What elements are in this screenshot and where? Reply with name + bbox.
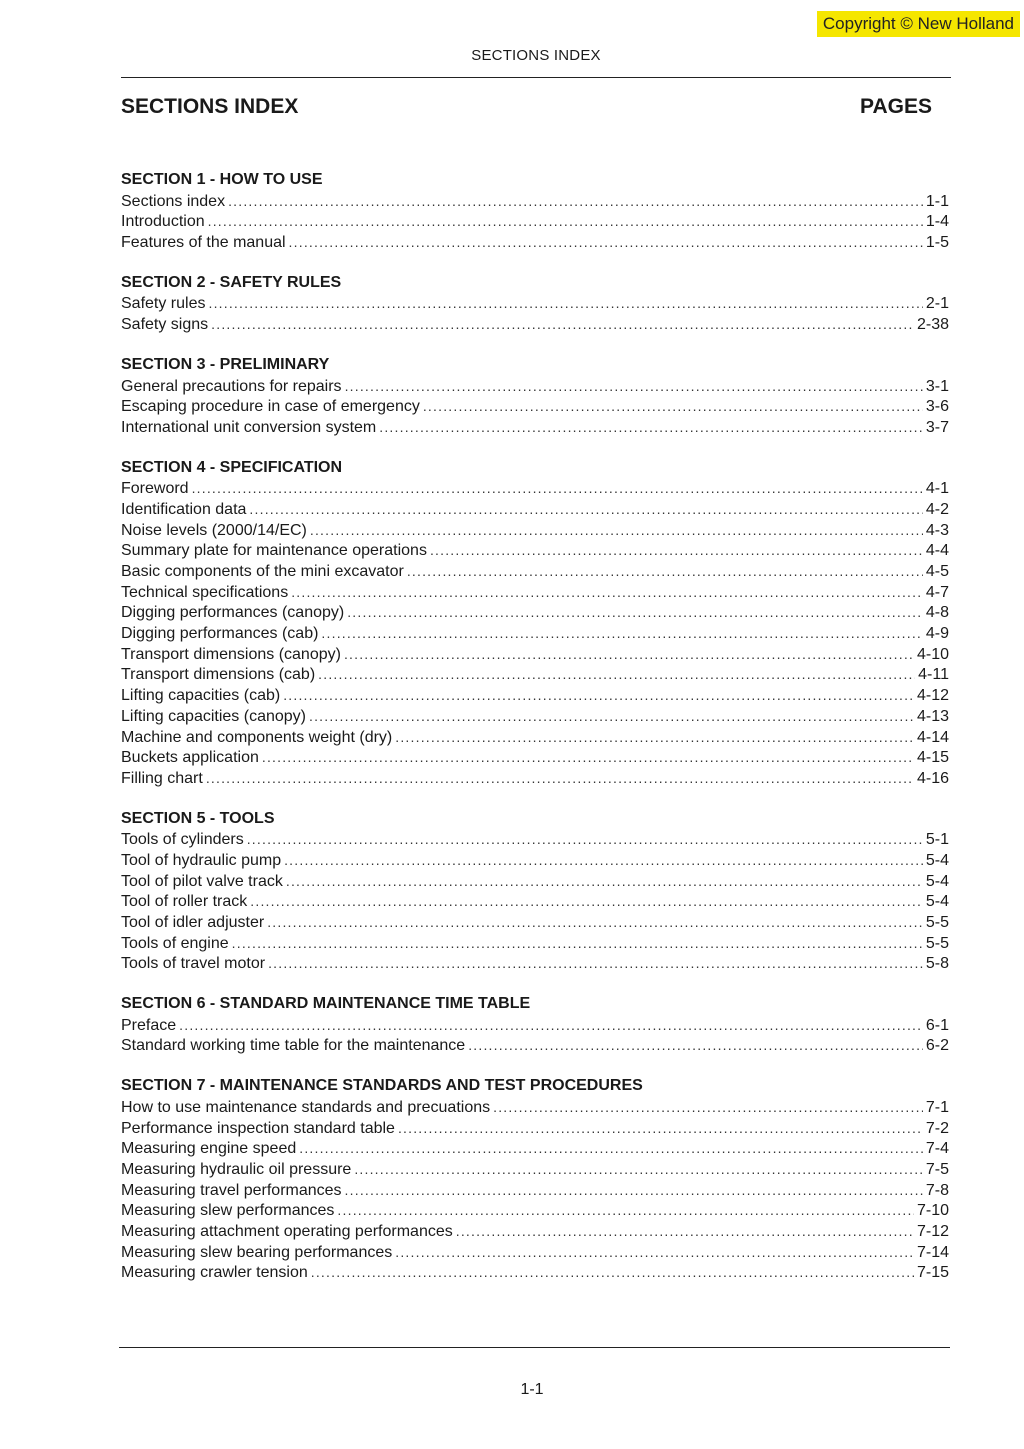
dot-leader — [179, 1015, 923, 1036]
section-heading: SECTION 5 - TOOLS — [121, 809, 275, 827]
toc-entry — [121, 891, 949, 912]
toc-entry — [121, 1262, 949, 1283]
toc-entry — [121, 602, 949, 623]
dot-leader — [309, 706, 914, 727]
toc-entry-page: 3-7 — [925, 418, 949, 436]
toc-entry-label: Preface — [121, 1016, 177, 1034]
table-of-contents — [121, 170, 949, 1303]
dot-leader — [337, 1200, 914, 1221]
toc-entry-page: 3-1 — [925, 377, 949, 395]
toc-entry-label: Filling chart — [121, 769, 203, 787]
copyright-badge: Copyright © New Holland — [817, 11, 1020, 37]
toc-entry-page: 4-12 — [916, 687, 949, 705]
toc-entry — [121, 768, 949, 789]
index-title: SECTIONS INDEX — [121, 95, 299, 118]
toc-entry — [121, 1035, 949, 1056]
toc-entry-page: 3-6 — [925, 398, 949, 416]
toc-entry-label: Safety rules — [121, 295, 206, 313]
dot-leader — [208, 211, 923, 232]
toc-entry-page: 6-2 — [925, 1037, 949, 1055]
toc-entry — [121, 1159, 949, 1180]
toc-entry-page: 7-14 — [916, 1243, 949, 1261]
toc-entry-label: Tool of roller track — [121, 893, 248, 911]
toc-entry-page: 4-11 — [918, 666, 949, 684]
toc-entry-page: 4-10 — [916, 645, 949, 663]
toc-entry-label: Measuring crawler tension — [121, 1264, 308, 1282]
toc-entry-page: 5-4 — [925, 893, 949, 911]
dot-leader — [344, 644, 914, 665]
toc-entry-label: Tool of idler adjuster — [121, 914, 265, 931]
toc-entry-page: 5-4 — [925, 851, 949, 869]
toc-entry-label: Measuring engine speed — [121, 1140, 297, 1158]
toc-entry — [121, 747, 949, 768]
toc-entry — [121, 953, 949, 974]
dot-leader — [267, 912, 923, 933]
toc-entry — [121, 314, 949, 335]
dot-leader — [286, 871, 923, 892]
toc-section — [121, 1076, 949, 1283]
dot-leader — [398, 1118, 923, 1139]
toc-entry — [121, 520, 949, 541]
toc-entry-page: 7-15 — [916, 1264, 949, 1282]
dot-leader — [250, 891, 923, 912]
toc-entry-page: 7-4 — [925, 1140, 949, 1158]
toc-entry — [121, 623, 949, 644]
toc-entry — [121, 396, 949, 417]
toc-section — [121, 355, 949, 438]
dot-leader — [289, 232, 923, 253]
toc-entry-label: Digging performances (canopy) — [121, 604, 345, 622]
toc-entry-label: Tools of cylinders — [121, 831, 244, 849]
toc-entry-label: How to use maintenance standards and precuations — [121, 1098, 491, 1116]
toc-entry-label: Performance inspection standard table — [121, 1119, 395, 1137]
toc-entry — [121, 1118, 949, 1139]
section-heading: SECTION 7 - MAINTENANCE STANDARDS AND TEST PROCEDURES — [121, 1077, 643, 1095]
toc-entry — [121, 850, 949, 871]
toc-entry — [121, 727, 949, 748]
toc-entry-label: Escaping procedure in case of emergency — [121, 398, 420, 416]
toc-entry-page: 4-7 — [925, 583, 949, 601]
toc-entry — [121, 871, 949, 892]
toc-entry-label: Measuring hydraulic oil pressure — [121, 1160, 352, 1178]
toc-entry-page: 4-4 — [925, 542, 949, 560]
toc-entry — [121, 540, 949, 561]
dot-leader — [208, 293, 922, 314]
toc-entry — [121, 912, 949, 933]
toc-entry — [121, 664, 949, 685]
toc-section — [121, 994, 949, 1056]
toc-entry-label: Measuring slew performances — [121, 1202, 335, 1220]
toc-entry-label: Basic components of the mini excavator — [121, 563, 404, 580]
toc-entry-label: Machine and components weight (dry) — [121, 728, 393, 746]
toc-entry-page: 4-16 — [916, 769, 949, 787]
toc-entry-label: Sections index — [121, 192, 226, 210]
toc-entry-page: 5-5 — [925, 934, 949, 952]
header-rule — [121, 77, 951, 78]
dot-leader — [247, 829, 923, 850]
toc-entry-label: Lifting capacities (cab) — [121, 687, 281, 705]
toc-entry-page: 4-13 — [916, 707, 949, 725]
toc-section — [121, 170, 949, 253]
toc-entry — [121, 211, 949, 232]
toc-entry-page: 4-5 — [925, 563, 949, 580]
toc-section — [121, 273, 949, 335]
dot-leader — [347, 602, 923, 623]
toc-entry-label: Measuring slew bearing performances — [121, 1243, 393, 1261]
toc-entry — [121, 1180, 949, 1201]
toc-entry — [121, 933, 949, 954]
toc-entry — [121, 1242, 949, 1263]
toc-entry-page: 2-1 — [925, 295, 949, 313]
dot-leader — [395, 727, 914, 748]
toc-entry-label: Identification data — [121, 500, 247, 518]
toc-entry-page: 5-4 — [925, 872, 949, 890]
toc-entry-label: Introduction — [121, 213, 205, 231]
pages-column-title: PAGES — [860, 95, 932, 118]
toc-entry — [121, 376, 949, 397]
dot-leader — [354, 1159, 923, 1180]
toc-entry — [121, 1097, 949, 1118]
toc-entry-page: 7-10 — [916, 1202, 949, 1220]
dot-leader — [468, 1035, 923, 1056]
toc-entry-label: Transport dimensions (canopy) — [121, 645, 341, 663]
dot-leader — [345, 376, 923, 397]
toc-entry-label: Lifting capacities (canopy) — [121, 707, 306, 725]
toc-entry — [121, 1138, 949, 1159]
section-heading: SECTION 1 - HOW TO USE — [121, 171, 323, 188]
toc-entry — [121, 478, 949, 499]
toc-entry-page: 7-2 — [925, 1119, 949, 1137]
dot-leader — [262, 747, 914, 768]
toc-entry — [121, 1200, 949, 1221]
toc-entry-page: 4-15 — [916, 749, 949, 767]
toc-entry-page: 2-38 — [916, 316, 949, 334]
toc-entry-label: Buckets application — [121, 749, 259, 767]
toc-entry-label: Noise levels (2000/14/EC) — [121, 521, 307, 539]
page-number: 1-1 — [520, 1381, 544, 1398]
toc-entry-page: 5-1 — [925, 831, 949, 849]
running-header: SECTIONS INDEX — [471, 47, 601, 64]
toc-entry-label: Summary plate for maintenance operations — [121, 542, 427, 560]
toc-entry-label: Measuring travel performances — [121, 1181, 342, 1199]
toc-entry-label: General precautions for repairs — [121, 377, 342, 395]
toc-entry-label: Tool of hydraulic pump — [121, 851, 282, 869]
dot-leader — [291, 582, 923, 603]
toc-entry — [121, 685, 949, 706]
toc-section — [121, 809, 949, 975]
toc-entry — [121, 417, 949, 438]
section-heading: SECTION 3 - PRELIMINARY — [121, 355, 330, 373]
section-heading: SECTION 4 - SPECIFICATION — [121, 458, 343, 476]
section-heading: SECTION 6 - STANDARD MAINTENANCE TIME TABLE — [121, 995, 531, 1013]
toc-entry-page: 7-1 — [925, 1098, 949, 1116]
toc-entry-page: 7-12 — [916, 1222, 949, 1240]
toc-entry-page: 1-5 — [925, 234, 949, 252]
toc-entry-page: 1-4 — [925, 213, 949, 231]
toc-entry-label: Standard working time table for the maintenance — [121, 1037, 466, 1055]
toc-entry-label: Measuring attachment operating performances — [121, 1222, 453, 1240]
dot-leader — [318, 664, 915, 685]
dot-leader — [311, 1262, 914, 1283]
dot-leader — [206, 768, 914, 789]
toc-entry — [121, 829, 949, 850]
toc-entry-page: 7-5 — [925, 1160, 949, 1178]
toc-entry — [121, 293, 949, 314]
toc-entry-page: 6-1 — [925, 1016, 949, 1034]
dot-leader — [283, 685, 914, 706]
dot-leader — [299, 1138, 923, 1159]
dot-leader — [192, 478, 923, 499]
toc-entry — [121, 499, 949, 520]
dot-leader — [379, 417, 923, 438]
dot-leader — [268, 953, 923, 974]
toc-section — [121, 458, 949, 789]
toc-entry-page: 4-2 — [925, 500, 949, 518]
toc-entry-page: 4-8 — [925, 604, 949, 622]
toc-entry-label: Tool of pilot valve track — [121, 872, 283, 890]
toc-entry-label: Digging performances (cab) — [121, 625, 319, 643]
toc-entry-page: 4-9 — [925, 625, 949, 643]
toc-entry-page: 4-3 — [925, 521, 949, 539]
toc-entry — [121, 644, 949, 665]
toc-entry-label: Tools of travel motor — [121, 955, 266, 973]
toc-entry-label: Transport dimensions (cab) — [121, 666, 316, 684]
dot-leader — [228, 191, 923, 212]
toc-entry — [121, 1221, 949, 1242]
toc-entry — [121, 561, 949, 582]
toc-entry — [121, 232, 949, 253]
dot-leader — [232, 933, 923, 954]
toc-entry — [121, 1015, 949, 1036]
dot-leader — [395, 1242, 914, 1263]
toc-entry-page: 4-1 — [925, 480, 949, 498]
dot-leader — [456, 1221, 914, 1242]
dot-leader — [430, 540, 923, 561]
dot-leader — [284, 850, 923, 871]
toc-entry-page: 7-8 — [925, 1181, 949, 1199]
toc-entry-label: Safety signs — [121, 316, 209, 334]
dot-leader — [423, 396, 923, 417]
footer-rule — [119, 1347, 950, 1348]
toc-entry-label: Tools of engine — [121, 934, 229, 952]
dot-leader — [310, 520, 923, 541]
toc-entry-label: Foreword — [121, 480, 189, 498]
toc-entry-page: 5-8 — [925, 955, 949, 973]
toc-entry-label: Technical specifications — [121, 583, 289, 601]
dot-leader — [211, 314, 914, 335]
toc-entry — [121, 191, 949, 212]
toc-entry — [121, 582, 949, 603]
toc-entry-label: Features of the manual — [121, 234, 286, 252]
dot-leader — [407, 561, 923, 582]
dot-leader — [345, 1180, 923, 1201]
toc-entry-page: 4-14 — [916, 728, 949, 746]
toc-entry-page: 5-5 — [925, 914, 949, 931]
dot-leader — [321, 623, 922, 644]
toc-entry — [121, 706, 949, 727]
dot-leader — [249, 499, 922, 520]
dot-leader — [493, 1097, 923, 1118]
toc-entry-label: International unit conversion system — [121, 418, 377, 436]
section-heading: SECTION 2 - SAFETY RULES — [121, 273, 342, 291]
toc-entry-page: 1-1 — [925, 192, 949, 210]
